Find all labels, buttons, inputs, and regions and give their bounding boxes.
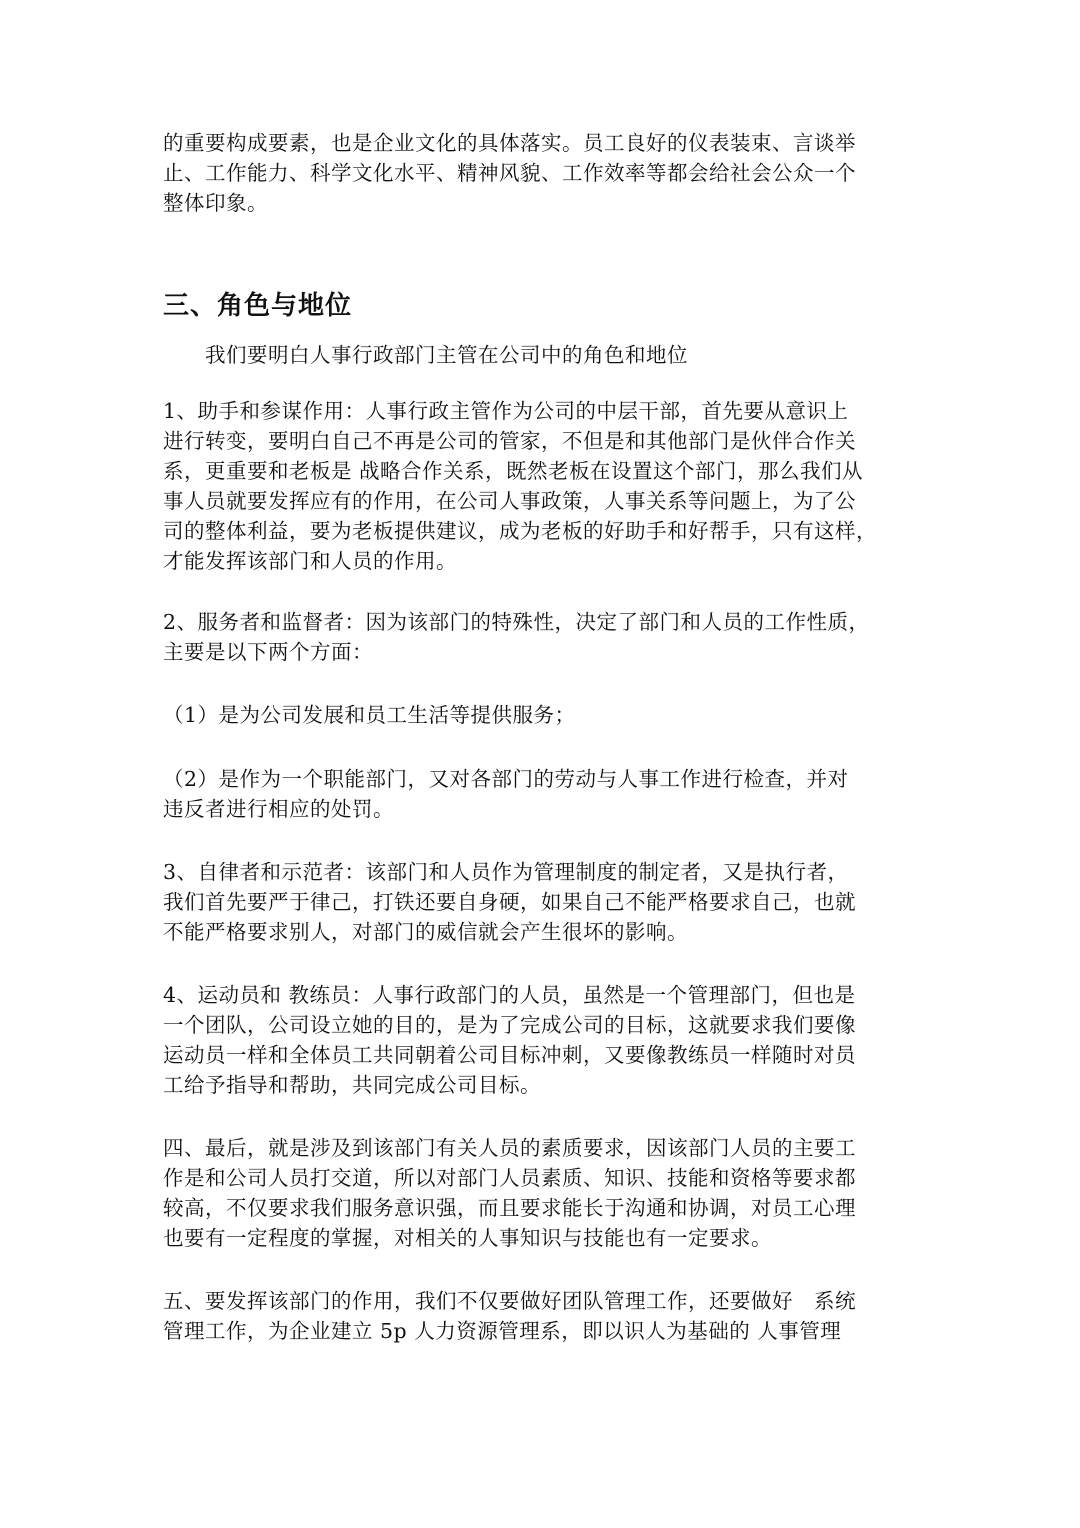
text-line: 作是和公司人员打交道，所以对部门人员素质、知识、技能和资格等要求都 <box>163 1166 856 1190</box>
item-assistant-advisor <box>163 396 923 576</box>
text-line: 4、运动员和 教练员：人事行政部门的人员，虽然是一个管理部门，但也是 <box>163 983 856 1007</box>
text-line: 工给予指导和帮助，共同完成公司目标。 <box>163 1073 541 1097</box>
text-line: 我们要明白人事行政部门主管在公司中的角色和地位 <box>205 343 688 367</box>
sub-item-1 <box>163 700 923 730</box>
text-line: 事人员就要发挥应有的作用，在公司人事政策，人事关系等问题上，为了公 <box>163 489 856 513</box>
text-line: 2、服务者和监督者：因为该部门的特殊性，决定了部门和人员的工作性质， <box>163 610 870 634</box>
text-line: 较高，不仅要求我们服务意识强，而且要求能长于沟通和协调，对员工心理 <box>163 1196 856 1220</box>
item-service-supervisor <box>163 607 923 667</box>
item-athlete-coach <box>163 980 923 1100</box>
text-line: 系，更重要和老板是 战略合作关系，既然老板在设置这个部门，那么我们从 <box>163 459 864 483</box>
text-line: 3、自律者和示范者：该部门和人员作为管理制度的制定者，又是执行者， <box>163 860 849 884</box>
item-self-discipline <box>163 857 923 947</box>
text-line: 四、最后，就是涉及到该部门有关人员的素质要求，因该部门人员的主要工 <box>163 1136 856 1160</box>
text-line: 司的整体利益，要为老板提供建议，成为老板的好助手和好帮手，只有这样， <box>163 519 877 543</box>
text-line: 管理工作，为企业建立 5p 人力资源管理系，即以识人为基础的 人事管理 <box>163 1319 842 1343</box>
text-line: 不能严格要求别人，对部门的威信就会产生很坏的影响。 <box>163 920 688 944</box>
section-lead-paragraph <box>163 340 923 370</box>
text-line: 五、要发挥该部门的作用，我们不仅要做好团队管理工作，还要做好 系统 <box>163 1289 857 1313</box>
intro-paragraph <box>163 128 923 218</box>
text-line: 也要有一定程度的掌握，对相关的人事知识与技能也有一定要求。 <box>163 1226 772 1250</box>
text-line: 运动员一样和全体员工共同朝着公司目标冲刺，又要像教练员一样随时对员 <box>163 1043 856 1067</box>
text-line: 进行转变，要明白自己不再是公司的管家，不但是和其他部门是伙伴合作关 <box>163 429 856 453</box>
text-line: 违反者进行相应的处罚。 <box>163 797 394 821</box>
section-heading-roles: 三、角色与地位 <box>163 291 353 321</box>
text-line: 的重要构成要素，也是企业文化的具体落实。员工良好的仪表装束、言谈举 <box>163 131 856 155</box>
text-line: 1、助手和参谋作用：人事行政主管作为公司的中层干部，首先要从意识上 <box>163 399 849 423</box>
text-line: 一个团队，公司设立她的目的，是为了完成公司的目标，这就要求我们要像 <box>163 1013 856 1037</box>
section-department-role <box>163 1286 923 1346</box>
text-line: （1）是为公司发展和员工生活等提供服务； <box>163 703 576 727</box>
text-line: 主要是以下两个方面： <box>163 640 373 664</box>
document-page <box>163 128 923 1346</box>
section-quality-requirements <box>163 1133 923 1253</box>
text-line: （2）是作为一个职能部门，又对各部门的劳动与人事工作进行检查，并对 <box>163 767 849 791</box>
text-line: 止、工作能力、科学文化水平、精神风貌、工作效率等都会给社会公众一个 <box>163 161 856 185</box>
sub-item-2 <box>163 764 923 824</box>
text-line: 整体印象。 <box>163 191 268 215</box>
text-line: 我们首先要严于律己，打铁还要自身硬，如果自己不能严格要求自己，也就 <box>163 890 856 914</box>
text-line: 才能发挥该部门和人员的作用。 <box>163 549 457 573</box>
